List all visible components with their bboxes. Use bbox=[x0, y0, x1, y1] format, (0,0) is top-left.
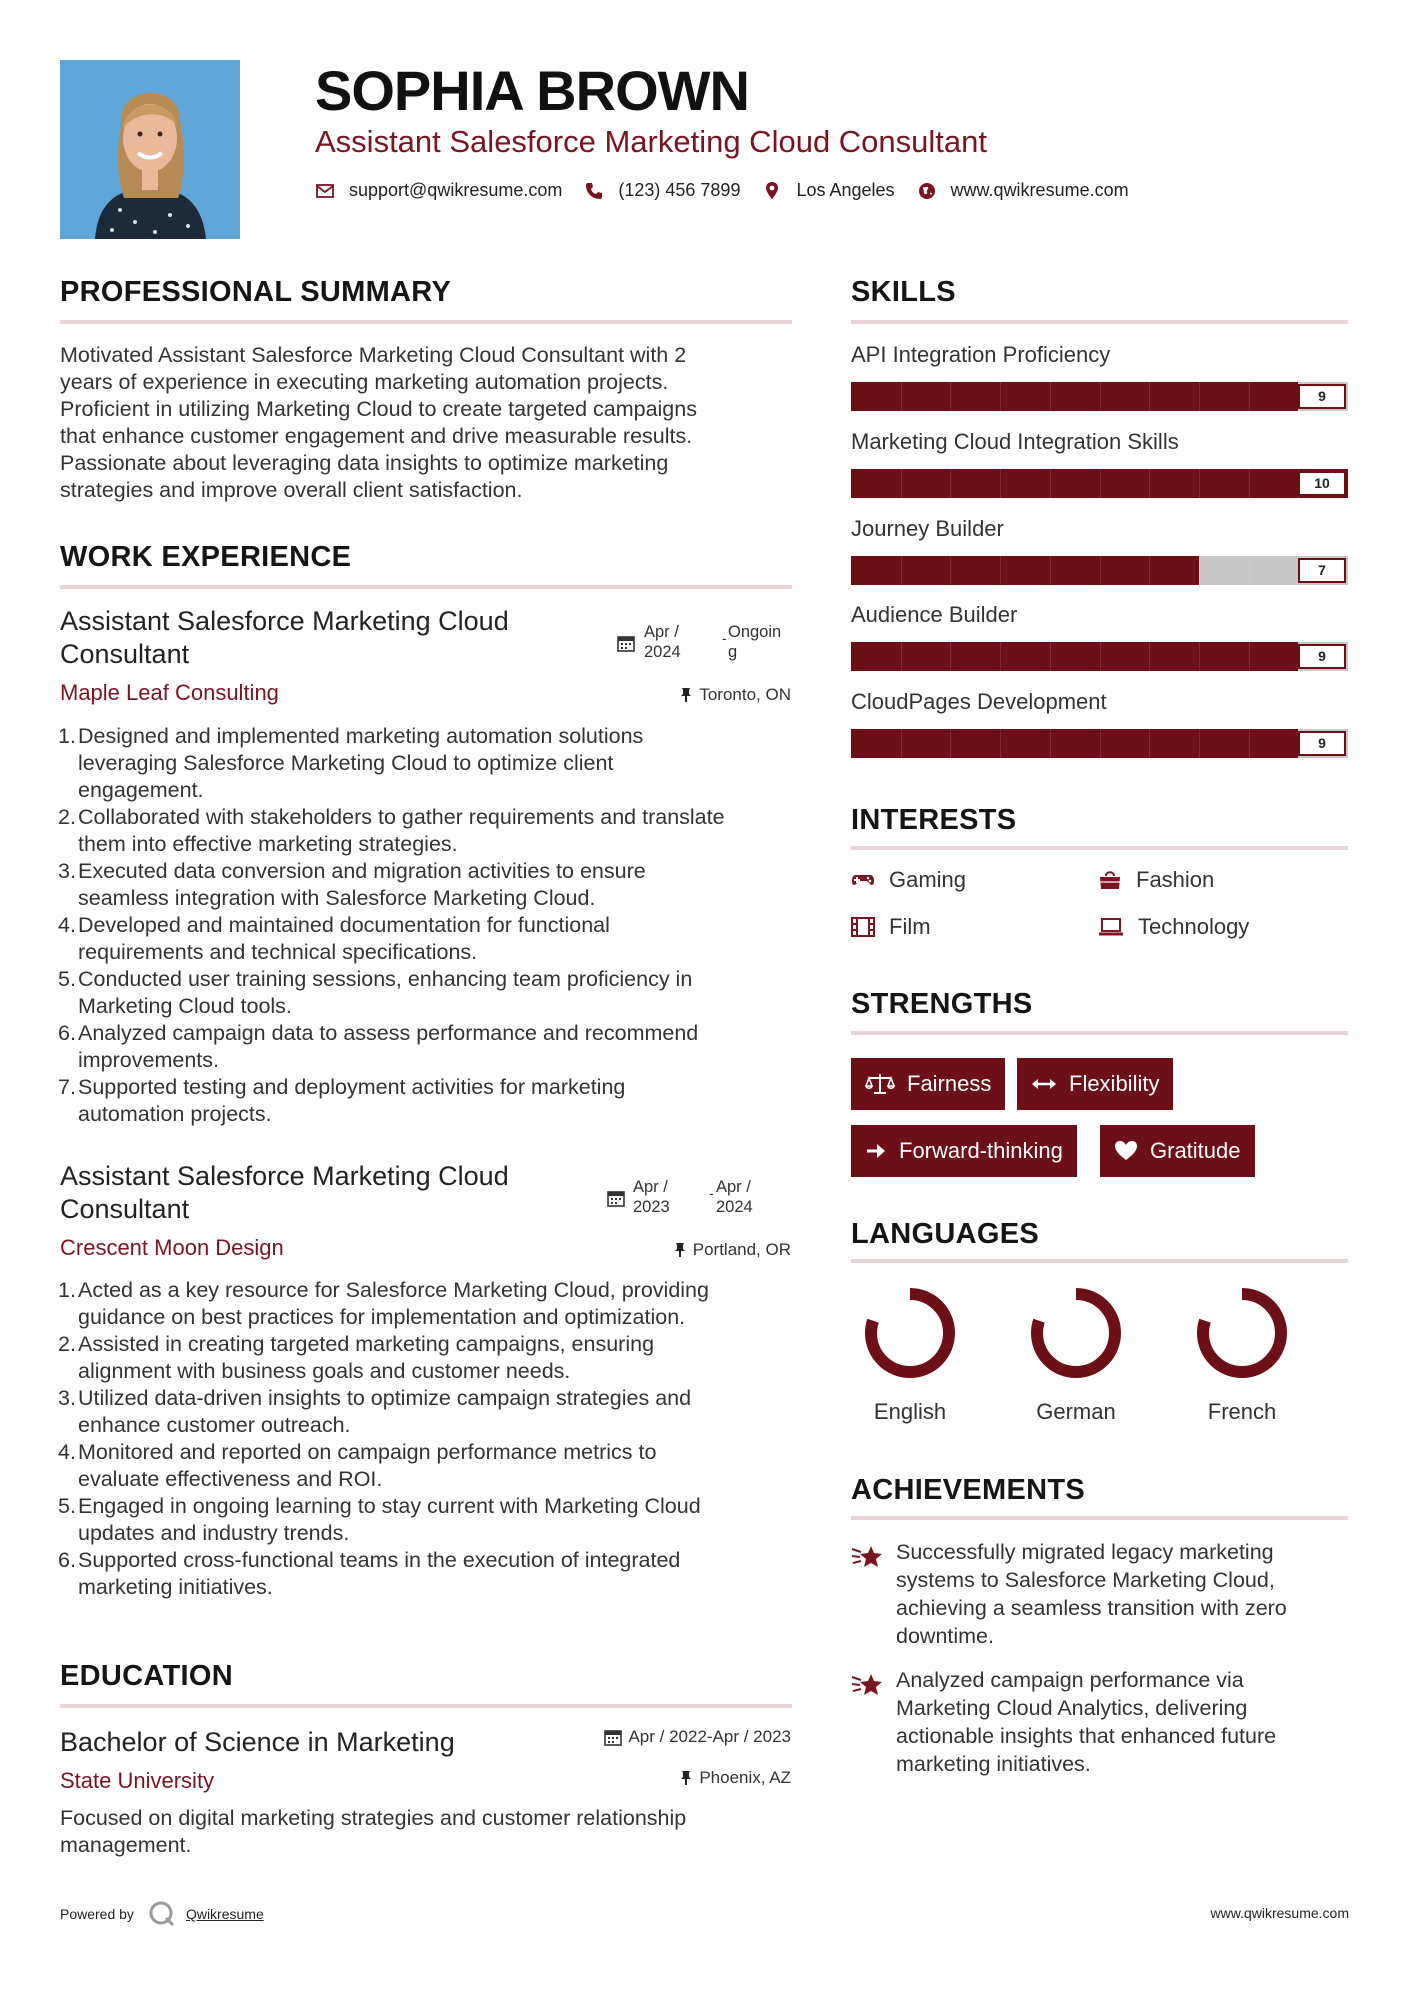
skill-bar-segment bbox=[1100, 729, 1101, 758]
list-line: Supported testing and deployment activities for marketing bbox=[78, 1075, 626, 1099]
achievement-line: marketing initiatives. bbox=[896, 1752, 1091, 1776]
skill-level-badge: 9 bbox=[1298, 731, 1346, 756]
job-title-line: Consultant bbox=[60, 1194, 190, 1224]
list-line: Marketing Cloud tools. bbox=[78, 994, 292, 1018]
strengths-heading: STRENGTHS bbox=[851, 988, 1033, 1020]
interest-item bbox=[1098, 867, 1214, 893]
job-start-date bbox=[644, 622, 681, 662]
list-number: 3. bbox=[58, 1386, 76, 1410]
list-item bbox=[60, 804, 800, 858]
list-item bbox=[60, 1074, 800, 1128]
scale-icon bbox=[865, 1072, 895, 1096]
list-line: Supported cross-functional teams in the execution of integrated bbox=[78, 1548, 681, 1572]
language-level-ring bbox=[1187, 1278, 1297, 1388]
list-line: automation projects. bbox=[78, 1102, 272, 1126]
list-number: 6. bbox=[58, 1021, 76, 1045]
skill-bar-segment bbox=[1249, 556, 1250, 585]
skill-bar-segment bbox=[950, 729, 951, 758]
education-location-text: Phoenix, AZ bbox=[699, 1768, 791, 1787]
job-start-date bbox=[633, 1177, 670, 1217]
summary-line: that enhance customer engagement and drive measurable results. bbox=[60, 424, 693, 448]
languages-divider bbox=[851, 1259, 1348, 1263]
contact-bar bbox=[315, 180, 1151, 201]
achievement-line: Successfully migrated legacy marketing bbox=[896, 1540, 1274, 1564]
education-description bbox=[60, 1805, 686, 1859]
degree-title: Bachelor of Science in Marketing bbox=[60, 1727, 455, 1757]
skill-bar-segment bbox=[1149, 556, 1150, 585]
date-part: 2023 bbox=[633, 1198, 670, 1216]
list-line: Analyzed campaign data to assess performance and recommend bbox=[78, 1021, 699, 1045]
list-number: 5. bbox=[58, 967, 76, 991]
school-name: State University bbox=[60, 1768, 215, 1793]
job-title-line: Consultant bbox=[60, 639, 190, 669]
pushpin-icon bbox=[679, 1770, 693, 1786]
list-line: Assisted in creating targeted marketing campaigns, ensuring bbox=[78, 1332, 655, 1356]
list-item bbox=[60, 1439, 800, 1493]
summary-line: Motivated Assistant Salesforce Marketing Cloud Consultant with 2 bbox=[60, 343, 687, 367]
list-line: marketing initiatives. bbox=[78, 1575, 273, 1599]
envelope-icon bbox=[315, 181, 335, 201]
list-line: Utilized data-driven insights to optimize campaign strategies and bbox=[78, 1386, 692, 1410]
candidate-title: Assistant Salesforce Marketing Cloud Consultant bbox=[315, 124, 987, 159]
skill-bar bbox=[851, 642, 1348, 671]
footer-powered-by bbox=[60, 1900, 264, 1928]
skill-bar-segment bbox=[1100, 469, 1101, 498]
list-line: them into effective marketing strategies. bbox=[78, 832, 458, 856]
achievement-line: achieving a seamless transition with zero bbox=[896, 1596, 1287, 1620]
language-level-arc bbox=[1203, 1294, 1281, 1372]
list-line: leveraging Salesforce Marketing Cloud to optimize client bbox=[78, 751, 614, 775]
list-number: 2. bbox=[58, 1332, 76, 1356]
skill-bar-segment bbox=[1050, 469, 1051, 498]
skill-name: Audience Builder bbox=[851, 602, 1018, 627]
list-line: updates and industry trends. bbox=[78, 1521, 350, 1545]
skills-divider bbox=[851, 320, 1348, 324]
skill-bar-segment bbox=[901, 382, 902, 411]
map-pin-icon bbox=[762, 181, 782, 201]
skill-level-badge: 9 bbox=[1298, 644, 1346, 669]
list-item bbox=[60, 1331, 800, 1385]
skill-bar-segment bbox=[1050, 729, 1051, 758]
interest-label: Fashion bbox=[1136, 867, 1215, 892]
skill-name: CloudPages Development bbox=[851, 689, 1107, 714]
date-part: 2024 bbox=[644, 643, 681, 661]
job-duties-list bbox=[60, 723, 800, 1128]
list-line: Engaged in ongoing learning to stay current with Marketing Cloud bbox=[78, 1494, 701, 1518]
brand-link[interactable]: Qwikresume bbox=[185, 1906, 264, 1922]
skill-bar-segment bbox=[950, 382, 951, 411]
list-item bbox=[60, 912, 800, 966]
footer-website[interactable]: www.qwikresume.com bbox=[1210, 1905, 1349, 1921]
summary-heading: PROFESSIONAL SUMMARY bbox=[60, 276, 452, 308]
list-line: Monitored and reported on campaign performance metrics to bbox=[78, 1440, 657, 1464]
date-part: Ongoin bbox=[728, 623, 782, 641]
list-item bbox=[60, 966, 800, 1020]
list-line: Executed data conversion and migration activities to ensure bbox=[78, 859, 646, 883]
skill-bar-segment bbox=[1100, 642, 1101, 671]
interest-label: Technology bbox=[1138, 914, 1250, 939]
interest-label: Gaming bbox=[889, 867, 967, 892]
strength-label: Gratitude bbox=[1150, 1138, 1241, 1163]
company-name: Maple Leaf Consulting bbox=[60, 680, 279, 705]
shooting-star-icon bbox=[851, 1543, 883, 1571]
skill-bar-segment bbox=[950, 642, 951, 671]
contact-email[interactable]: support@qwikresume.com bbox=[349, 180, 563, 200]
skill-bar-segment bbox=[1000, 469, 1001, 498]
skill-bar-segment bbox=[1000, 729, 1001, 758]
skill-name: API Integration Proficiency bbox=[851, 342, 1111, 367]
education-dates bbox=[604, 1727, 791, 1747]
calendar-icon bbox=[617, 634, 635, 652]
skill-bar-segment bbox=[901, 556, 902, 585]
summary-divider bbox=[60, 320, 792, 324]
skill-bar bbox=[851, 729, 1348, 758]
list-line: engagement. bbox=[78, 778, 204, 802]
pushpin-icon bbox=[679, 687, 693, 703]
skill-bar-segment bbox=[950, 469, 951, 498]
date-part: 2024 bbox=[716, 1198, 753, 1216]
skill-bar-segment bbox=[1149, 729, 1150, 758]
list-item bbox=[60, 1493, 800, 1547]
job-end-date bbox=[728, 622, 781, 662]
skill-bar-segment bbox=[1000, 382, 1001, 411]
list-line: requirements and technical specifications. bbox=[78, 940, 478, 964]
skill-bar-segment bbox=[901, 729, 902, 758]
company-name: Crescent Moon Design bbox=[60, 1235, 284, 1260]
language-level-arc bbox=[1037, 1294, 1115, 1372]
achievement-item bbox=[896, 1538, 1287, 1650]
language-name: French bbox=[1207, 1399, 1277, 1424]
date-part: g bbox=[728, 643, 738, 661]
job-location bbox=[673, 1240, 791, 1260]
date-separator: - bbox=[709, 1185, 714, 1201]
skill-bar-segment bbox=[1249, 469, 1250, 498]
achievement-item bbox=[896, 1666, 1276, 1778]
list-item bbox=[60, 858, 800, 912]
achievement-line: systems to Salesforce Marketing Cloud, bbox=[896, 1568, 1275, 1592]
skill-bar-segment bbox=[1100, 556, 1101, 585]
list-item bbox=[60, 1020, 800, 1074]
skill-bar-fill bbox=[851, 642, 1298, 671]
job-location-text: Toronto, ON bbox=[699, 685, 791, 704]
job-location-text: Portland, OR bbox=[692, 1240, 791, 1259]
job-location bbox=[679, 685, 791, 705]
strength-tag bbox=[851, 1058, 1005, 1110]
summary-text bbox=[60, 342, 697, 504]
list-line: guidance on best practices for implementation and optimization. bbox=[78, 1305, 686, 1329]
calendar-icon bbox=[604, 1728, 622, 1746]
skill-bar-segment bbox=[1000, 556, 1001, 585]
list-number: 1. bbox=[58, 724, 76, 748]
strengths-divider bbox=[851, 1031, 1348, 1035]
list-line: Collaborated with stakeholders to gather requirements and translate bbox=[78, 805, 725, 829]
language-level-arc bbox=[871, 1294, 949, 1372]
skill-bar-segment bbox=[1050, 642, 1051, 671]
skill-bar-segment bbox=[1050, 556, 1051, 585]
interests-heading: INTERESTS bbox=[851, 804, 1017, 836]
list-number: 2. bbox=[58, 805, 76, 829]
skill-name: Marketing Cloud Integration Skills bbox=[851, 429, 1179, 454]
list-item bbox=[60, 1277, 800, 1331]
list-item bbox=[60, 1547, 800, 1601]
language-name: German bbox=[1036, 1399, 1116, 1424]
skill-level-badge: 10 bbox=[1298, 471, 1346, 496]
strength-tag bbox=[1100, 1125, 1255, 1177]
summary-line: years of experience in executing marketing automation projects. bbox=[60, 370, 669, 394]
skill-bar bbox=[851, 469, 1348, 498]
phone-icon bbox=[584, 181, 604, 201]
list-line: Conducted user training sessions, enhancing team proficiency in bbox=[78, 967, 693, 991]
list-line: seamless integration with Salesforce Marketing Cloud. bbox=[78, 886, 596, 910]
contact-website[interactable]: www.qwikresume.com bbox=[950, 180, 1129, 200]
job-title bbox=[60, 605, 509, 671]
list-line: evaluate effectiveness and ROI. bbox=[78, 1467, 383, 1491]
job-title-line: Assistant Salesforce Marketing Cloud bbox=[60, 606, 509, 636]
globe-icon bbox=[917, 181, 937, 201]
handbag-icon bbox=[1098, 869, 1122, 891]
achievements-heading: ACHIEVEMENTS bbox=[851, 1474, 1086, 1506]
skill-level-badge: 9 bbox=[1298, 384, 1346, 409]
gamepad-icon bbox=[851, 870, 875, 890]
interest-item bbox=[851, 914, 931, 940]
skill-bar-fill bbox=[851, 556, 1199, 585]
education-location bbox=[679, 1768, 791, 1788]
skill-bar-segment bbox=[1100, 382, 1101, 411]
list-number: 4. bbox=[58, 913, 76, 937]
profile-photo bbox=[60, 60, 240, 239]
list-item bbox=[60, 1385, 800, 1439]
skill-bar-segment bbox=[1050, 382, 1051, 411]
strength-label: Fairness bbox=[907, 1071, 992, 1096]
contact-phone[interactable]: (123) 456 7899 bbox=[618, 180, 741, 200]
interest-item bbox=[1098, 914, 1249, 940]
education-divider bbox=[60, 1704, 792, 1708]
date-part: Apr / bbox=[633, 1178, 668, 1196]
list-line: alignment with business goals and customer needs. bbox=[78, 1359, 571, 1383]
qwikresume-logo-icon bbox=[148, 1900, 176, 1928]
list-number: 4. bbox=[58, 1440, 76, 1464]
languages-heading: LANGUAGES bbox=[851, 1218, 1039, 1250]
interest-item bbox=[851, 867, 966, 893]
job-duties-list bbox=[60, 1277, 800, 1601]
summary-line: Proficient in utilizing Marketing Cloud to create targeted campaigns bbox=[60, 397, 697, 421]
interest-label: Film bbox=[889, 914, 931, 939]
candidate-name: SOPHIA BROWN bbox=[315, 59, 749, 122]
job-end-date bbox=[716, 1177, 753, 1217]
arrows-horizontal-icon bbox=[1031, 1076, 1057, 1092]
skill-bar-segment bbox=[1199, 469, 1200, 498]
date-part: Apr / bbox=[716, 1178, 751, 1196]
list-line: Developed and maintained documentation for functional bbox=[78, 913, 610, 937]
skill-bar bbox=[851, 556, 1348, 585]
skill-bar-segment bbox=[1199, 729, 1200, 758]
skills-heading: SKILLS bbox=[851, 276, 956, 308]
strength-label: Flexibility bbox=[1069, 1071, 1160, 1096]
skill-bar-segment bbox=[1199, 642, 1200, 671]
summary-line: Passionate about leveraging data insights to optimize marketing bbox=[60, 451, 669, 475]
skill-bar-segment bbox=[1199, 382, 1200, 411]
list-number: 6. bbox=[58, 1548, 76, 1572]
strength-label: Forward-thinking bbox=[899, 1138, 1063, 1163]
experience-heading: WORK EXPERIENCE bbox=[60, 541, 352, 573]
arrow-right-icon bbox=[865, 1141, 887, 1161]
language-level-ring bbox=[1021, 1278, 1131, 1388]
language-level-ring bbox=[855, 1278, 965, 1388]
list-number: 1. bbox=[58, 1278, 76, 1302]
calendar-icon bbox=[607, 1189, 625, 1207]
contact-location: Los Angeles bbox=[796, 180, 895, 200]
list-line: enhance customer outreach. bbox=[78, 1413, 351, 1437]
laptop-icon bbox=[1098, 916, 1124, 938]
job-title-line: Assistant Salesforce Marketing Cloud bbox=[60, 1161, 509, 1191]
list-item bbox=[60, 723, 800, 804]
interests-divider bbox=[851, 846, 1348, 850]
job-title bbox=[60, 1160, 509, 1226]
experience-divider bbox=[60, 585, 792, 589]
skill-bar-segment bbox=[1149, 469, 1150, 498]
skill-bar-segment bbox=[1000, 642, 1001, 671]
list-line: improvements. bbox=[78, 1048, 219, 1072]
summary-line: strategies and improve overall client satisfaction. bbox=[60, 478, 523, 502]
shooting-star-icon bbox=[851, 1671, 883, 1699]
list-number: 7. bbox=[58, 1075, 76, 1099]
pushpin-icon bbox=[673, 1242, 687, 1258]
skill-bar-fill bbox=[851, 729, 1298, 758]
film-icon bbox=[851, 916, 875, 938]
skill-bar-segment bbox=[1199, 556, 1200, 585]
achievements-divider bbox=[851, 1516, 1348, 1520]
heart-icon bbox=[1114, 1140, 1138, 1162]
achievement-line: actionable insights that enhanced future bbox=[896, 1724, 1277, 1748]
education-dates-text: Apr / 2022-Apr / 2023 bbox=[628, 1727, 791, 1746]
powered-by-text: Powered by bbox=[60, 1906, 134, 1922]
list-line: Designed and implemented marketing automation solutions bbox=[78, 724, 644, 748]
list-number: 5. bbox=[58, 1494, 76, 1518]
language-name: English bbox=[873, 1399, 947, 1424]
skill-bar-fill bbox=[851, 382, 1298, 411]
skill-bar-segment bbox=[950, 556, 951, 585]
skill-bar-segment bbox=[1249, 382, 1250, 411]
achievement-line: Marketing Cloud Analytics, delivering bbox=[896, 1696, 1248, 1720]
description-line: management. bbox=[60, 1833, 192, 1857]
skill-bar-segment bbox=[1149, 642, 1150, 671]
date-part: Apr / bbox=[644, 623, 679, 641]
education-heading: EDUCATION bbox=[60, 1660, 233, 1692]
skill-bar-segment bbox=[901, 469, 902, 498]
list-line: Acted as a key resource for Salesforce Marketing Cloud, providing bbox=[78, 1278, 709, 1302]
skill-bar-segment bbox=[1249, 642, 1250, 671]
skill-bar bbox=[851, 382, 1348, 411]
skill-bar-segment bbox=[901, 642, 902, 671]
strength-tag bbox=[1017, 1058, 1173, 1110]
skill-level-badge: 7 bbox=[1298, 558, 1346, 583]
achievement-line: downtime. bbox=[896, 1624, 994, 1648]
skill-bar-segment bbox=[1149, 382, 1150, 411]
achievement-line: Analyzed campaign performance via bbox=[896, 1668, 1244, 1692]
list-number: 3. bbox=[58, 859, 76, 883]
skill-name: Journey Builder bbox=[851, 516, 1004, 541]
description-line: Focused on digital marketing strategies and customer relationship bbox=[60, 1806, 687, 1830]
date-separator: - bbox=[722, 630, 727, 646]
skill-bar-segment bbox=[1249, 729, 1250, 758]
strength-tag bbox=[851, 1125, 1077, 1177]
